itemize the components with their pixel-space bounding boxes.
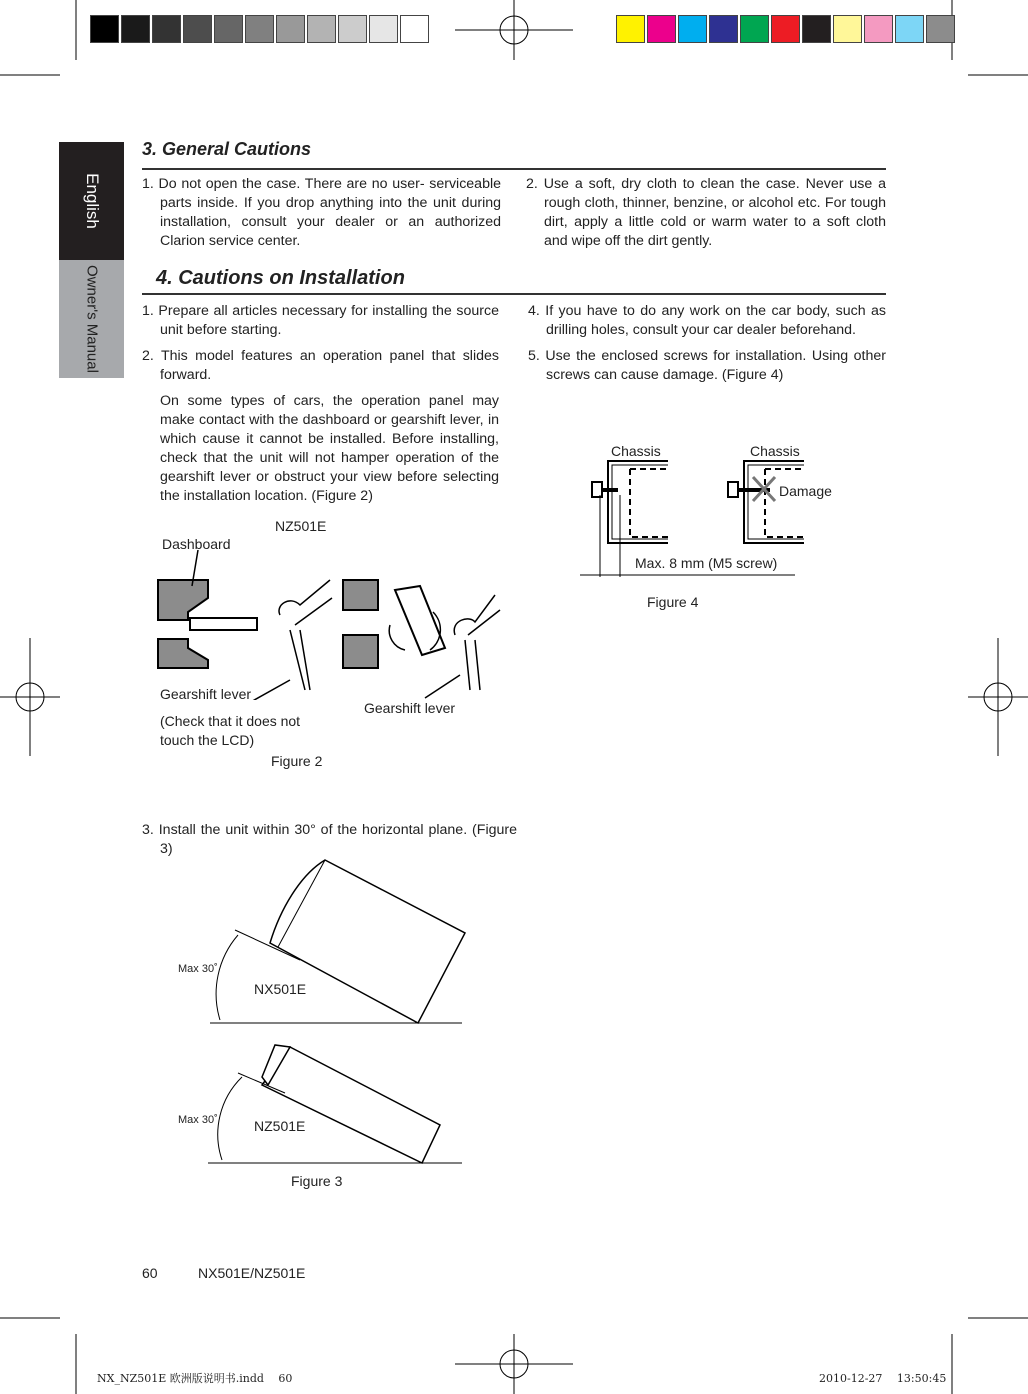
- color-swatch: [276, 15, 305, 43]
- fig3-angle-2: Max 30˚: [178, 1114, 218, 1126]
- fig2-lever-label-1: Gearshift lever: [160, 686, 252, 702]
- section-4-title: 4. Cautions on Installation: [156, 267, 405, 289]
- install-item-5: 5. Use the enclosed screws for installation. Using other screws can cause damage. (Figure 4): [528, 348, 886, 383]
- page-number: 60: [142, 1265, 158, 1281]
- fig2-lever-label-2: Gearshift lever: [364, 700, 456, 716]
- fig3-model-1: NX501E: [254, 981, 307, 997]
- color-swatch: [616, 15, 645, 43]
- install-right-column: [528, 302, 886, 392]
- figure-3-diagram: [200, 855, 470, 1170]
- color-swatch: [338, 15, 367, 43]
- figure-2-diagram: [150, 550, 510, 700]
- install-item-1: 1. Prepare all articles necessary for installing the source unit before starting.: [142, 303, 499, 338]
- color-swatch: [709, 15, 738, 43]
- fig4-max-length: Max. 8 mm (M5 screw): [635, 555, 778, 571]
- color-swatch: [245, 15, 274, 43]
- color-swatch: [895, 15, 924, 43]
- caution-1: [142, 175, 501, 258]
- fig3-angle-1: Max 30˚: [178, 963, 218, 975]
- figure-3-caption: Figure 3: [291, 1173, 343, 1189]
- fig4-chassis-label-2: Chassis: [750, 443, 800, 459]
- color-swatch: [183, 15, 212, 43]
- print-timestamp: 2010-12-27 13:50:45: [819, 1372, 947, 1385]
- install-item-3: 3. Install the unit within 30° of the horizontal plane. (Figure 3): [142, 822, 517, 857]
- install-item-4: 4. If you have to do any work on the car body, such as drilling holes, consult your car dealer beforehand.: [528, 303, 886, 338]
- caution-text: 2. Use a soft, dry cloth to clean the case. Never use a rough cloth, thinner, benzine, or alcohol etc. For tough dirt, apply a little cold or warm water to a soft cloth and wipe off the dirt gently.: [526, 176, 886, 249]
- figure-2-caption: Figure 2: [271, 753, 323, 769]
- fig4-damage-label: Damage: [779, 483, 832, 499]
- color-swatch: [802, 15, 831, 43]
- section-3-title: 3. General Cautions: [142, 139, 312, 159]
- footer-model: NX501E/NZ501E: [198, 1265, 306, 1281]
- print-filename: NX_NZ501E 欧洲版说明书.indd 60: [97, 1372, 293, 1385]
- install-item-2-detail: On some types of cars, the operation panel may make contact with the dashboard or gearshift lever, in which cause it cannot be installed. Before installing, check that the unit will not hamper operation of the gearshift lever or obstruct your view before selecting the installation location. (Figure 2): [160, 393, 499, 504]
- fig4-chassis-label-1: Chassis: [611, 443, 661, 459]
- color-swatch: [926, 15, 955, 43]
- figure-4-caption: Figure 4: [647, 594, 699, 610]
- install-item-2: 2. This model features an operation panel that slides forward.: [142, 348, 499, 383]
- caution-2: [526, 175, 886, 258]
- color-swatch: [678, 15, 707, 43]
- color-swatch: [400, 15, 429, 43]
- divider: [142, 293, 886, 295]
- color-swatch: [647, 15, 676, 43]
- color-swatch: [307, 15, 336, 43]
- color-swatch: [833, 15, 862, 43]
- color-swatch: [740, 15, 769, 43]
- install-left-column: [142, 302, 499, 506]
- color-swatch: [771, 15, 800, 43]
- manual-tab: [59, 260, 124, 378]
- color-swatch: [121, 15, 150, 43]
- fig2-model: NZ501E: [275, 518, 327, 534]
- color-bar: [616, 15, 957, 43]
- color-swatch: [90, 15, 119, 43]
- fig3-model-2: NZ501E: [254, 1118, 306, 1134]
- color-swatch: [864, 15, 893, 43]
- caution-text: 1. Do not open the case. There are no user- serviceable parts inside. If you drop anything into the unit during installation, consult your dealer or an authorized Clarion service center.: [142, 176, 501, 249]
- language-label: English: [82, 173, 102, 229]
- fig2-note: (Check that it does not touch the LCD): [160, 713, 301, 748]
- manual-label: Owner's Manual: [83, 265, 100, 373]
- color-swatch: [214, 15, 243, 43]
- language-tab: [59, 142, 124, 260]
- fig2-dashboard-label: Dashboard: [162, 536, 231, 552]
- color-swatch: [152, 15, 181, 43]
- grayscale-bar: [90, 15, 431, 43]
- color-swatch: [369, 15, 398, 43]
- divider: [142, 168, 886, 170]
